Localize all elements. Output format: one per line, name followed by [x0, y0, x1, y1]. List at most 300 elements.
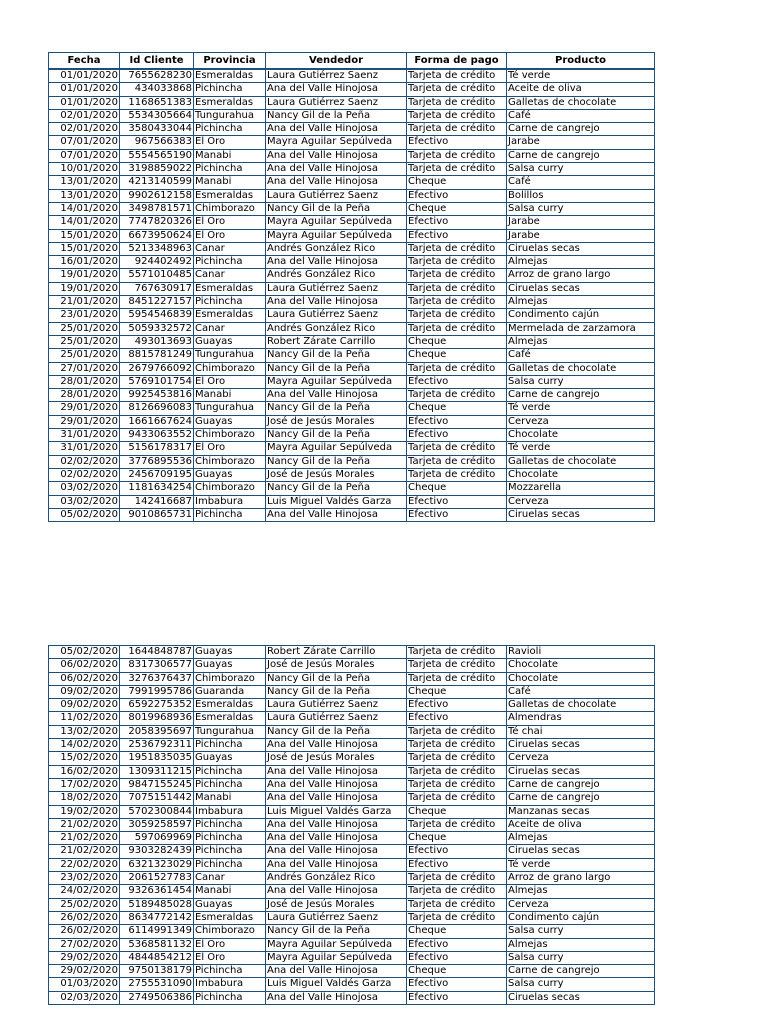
- producto-cell: Chocolate: [507, 468, 655, 481]
- forma-de-pago-cell: Tarjeta de crédito: [407, 282, 507, 295]
- fecha-cell: 31/01/2020: [49, 429, 120, 442]
- id-cliente-cell: 2749506386: [120, 991, 194, 1004]
- id-cliente-cell: 4844854212: [120, 951, 194, 964]
- header-forma-de-pago: Forma de pago: [407, 53, 507, 70]
- fecha-cell: 13/01/2020: [49, 176, 120, 189]
- id-cliente-cell: 3580433044: [120, 123, 194, 136]
- producto-cell: Ciruelas secas: [507, 991, 655, 1004]
- provincia-cell: Guayas: [194, 659, 266, 672]
- producto-cell: Café: [507, 685, 655, 698]
- id-cliente-cell: 1309311215: [120, 765, 194, 778]
- fecha-cell: 15/01/2020: [49, 229, 120, 242]
- id-cliente-cell: 5702300844: [120, 805, 194, 818]
- id-cliente-cell: 8126696083: [120, 402, 194, 415]
- forma-de-pago-cell: Tarjeta de crédito: [407, 83, 507, 96]
- forma-de-pago-cell: Tarjeta de crédito: [407, 765, 507, 778]
- fecha-cell: 15/02/2020: [49, 752, 120, 765]
- provincia-cell: Pichincha: [194, 858, 266, 871]
- table-row: [49, 845, 655, 858]
- fecha-cell: 31/01/2020: [49, 442, 120, 455]
- fecha-cell: 02/03/2020: [49, 991, 120, 1004]
- producto-cell: Arroz de grano largo: [507, 269, 655, 282]
- id-cliente-cell: 8317306577: [120, 659, 194, 672]
- vendedor-cell: Ana del Valle Hinojosa: [266, 792, 407, 805]
- forma-de-pago-cell: Cheque: [407, 482, 507, 495]
- vendedor-cell: Ana del Valle Hinojosa: [266, 965, 407, 978]
- provincia-cell: Chimborazo: [194, 202, 266, 215]
- producto-cell: Ciruelas secas: [507, 845, 655, 858]
- forma-de-pago-cell: Efectivo: [407, 699, 507, 712]
- provincia-cell: El Oro: [194, 938, 266, 951]
- forma-de-pago-cell: Efectivo: [407, 858, 507, 871]
- table-row: [49, 242, 655, 255]
- forma-de-pago-cell: Efectivo: [407, 216, 507, 229]
- fecha-cell: 14/01/2020: [49, 216, 120, 229]
- id-cliente-cell: 9925453816: [120, 389, 194, 402]
- id-cliente-cell: 3776895536: [120, 455, 194, 468]
- provincia-cell: Tungurahua: [194, 725, 266, 738]
- table-row: [49, 858, 655, 871]
- table-row: [49, 739, 655, 752]
- id-cliente-cell: 9303282439: [120, 845, 194, 858]
- id-cliente-cell: 5156178317: [120, 442, 194, 455]
- id-cliente-cell: 6673950624: [120, 229, 194, 242]
- producto-cell: Cerveza: [507, 752, 655, 765]
- fecha-cell: 26/02/2020: [49, 911, 120, 924]
- id-cliente-cell: 9750138179: [120, 965, 194, 978]
- producto-cell: Chocolate: [507, 672, 655, 685]
- producto-cell: Condimento cajún: [507, 309, 655, 322]
- producto-cell: Carne de cangrejo: [507, 123, 655, 136]
- provincia-cell: Guayas: [194, 468, 266, 481]
- forma-de-pago-cell: Cheque: [407, 805, 507, 818]
- forma-de-pago-cell: Tarjeta de crédito: [407, 898, 507, 911]
- provincia-cell: Pichincha: [194, 296, 266, 309]
- producto-cell: Ciruelas secas: [507, 242, 655, 255]
- table-row: [49, 269, 655, 282]
- producto-cell: Mozzarella: [507, 482, 655, 495]
- fecha-cell: 13/02/2020: [49, 725, 120, 738]
- provincia-cell: Esmeraldas: [194, 282, 266, 295]
- table-header-row: [49, 53, 655, 70]
- table-row: [49, 335, 655, 348]
- id-cliente-cell: 2536792311: [120, 739, 194, 752]
- id-cliente-cell: 9326361454: [120, 885, 194, 898]
- producto-cell: Salsa curry: [507, 375, 655, 388]
- id-cliente-cell: 3198859022: [120, 163, 194, 176]
- forma-de-pago-cell: Efectivo: [407, 978, 507, 991]
- provincia-cell: Pichincha: [194, 765, 266, 778]
- fecha-cell: 09/02/2020: [49, 685, 120, 698]
- producto-cell: Carne de cangrejo: [507, 389, 655, 402]
- sales-table-page-1: [48, 52, 655, 522]
- provincia-cell: Chimborazo: [194, 672, 266, 685]
- table-row: [49, 495, 655, 508]
- vendedor-cell: Nancy Gil de la Peña: [266, 349, 407, 362]
- fecha-cell: 25/02/2020: [49, 898, 120, 911]
- id-cliente-cell: 4213140599: [120, 176, 194, 189]
- vendedor-cell: Ana del Valle Hinojosa: [266, 739, 407, 752]
- header-provincia: Provincia: [194, 53, 266, 70]
- vendedor-cell: Laura Gutiérrez Saenz: [266, 712, 407, 725]
- provincia-cell: Canar: [194, 242, 266, 255]
- provincia-cell: El Oro: [194, 216, 266, 229]
- table-row: [49, 442, 655, 455]
- table-row: [49, 911, 655, 924]
- table-row: [49, 229, 655, 242]
- producto-cell: Almendras: [507, 712, 655, 725]
- table-row: [49, 96, 655, 109]
- provincia-cell: Esmeraldas: [194, 189, 266, 202]
- table-row: [49, 965, 655, 978]
- fecha-cell: 29/01/2020: [49, 415, 120, 428]
- fecha-cell: 21/01/2020: [49, 296, 120, 309]
- fecha-cell: 21/02/2020: [49, 845, 120, 858]
- forma-de-pago-cell: Cheque: [407, 965, 507, 978]
- forma-de-pago-cell: Efectivo: [407, 845, 507, 858]
- producto-cell: Ravioli: [507, 646, 655, 659]
- table-row: [49, 712, 655, 725]
- fecha-cell: 03/02/2020: [49, 482, 120, 495]
- table-row: [49, 792, 655, 805]
- forma-de-pago-cell: Tarjeta de crédito: [407, 163, 507, 176]
- producto-cell: Carne de cangrejo: [507, 149, 655, 162]
- table-body-page-1: [49, 69, 655, 522]
- table-row: [49, 256, 655, 269]
- provincia-cell: Pichincha: [194, 508, 266, 521]
- vendedor-cell: Mayra Aguilar Sepúlveda: [266, 375, 407, 388]
- producto-cell: Ciruelas secas: [507, 508, 655, 521]
- vendedor-cell: José de Jesús Morales: [266, 415, 407, 428]
- forma-de-pago-cell: Efectivo: [407, 229, 507, 242]
- producto-cell: Carne de cangrejo: [507, 778, 655, 791]
- table-row: [49, 402, 655, 415]
- forma-de-pago-cell: Efectivo: [407, 495, 507, 508]
- id-cliente-cell: 2755531090: [120, 978, 194, 991]
- provincia-cell: Manabi: [194, 176, 266, 189]
- vendedor-cell: Ana del Valle Hinojosa: [266, 778, 407, 791]
- vendedor-cell: Nancy Gil de la Peña: [266, 685, 407, 698]
- vendedor-cell: Andrés González Rico: [266, 872, 407, 885]
- id-cliente-cell: 3276376437: [120, 672, 194, 685]
- table-row: [49, 659, 655, 672]
- forma-de-pago-cell: Tarjeta de crédito: [407, 69, 507, 83]
- forma-de-pago-cell: Cheque: [407, 402, 507, 415]
- producto-cell: Galletas de chocolate: [507, 455, 655, 468]
- fecha-cell: 29/01/2020: [49, 402, 120, 415]
- table-row: [49, 805, 655, 818]
- producto-cell: Almejas: [507, 885, 655, 898]
- table-row: [49, 415, 655, 428]
- forma-de-pago-cell: Cheque: [407, 349, 507, 362]
- producto-cell: Salsa curry: [507, 163, 655, 176]
- provincia-cell: Pichincha: [194, 123, 266, 136]
- forma-de-pago-cell: Tarjeta de crédito: [407, 362, 507, 375]
- vendedor-cell: Ana del Valle Hinojosa: [266, 818, 407, 831]
- vendedor-cell: Mayra Aguilar Sepúlveda: [266, 229, 407, 242]
- id-cliente-cell: 1644848787: [120, 646, 194, 659]
- id-cliente-cell: 9433063552: [120, 429, 194, 442]
- forma-de-pago-cell: Tarjeta de crédito: [407, 725, 507, 738]
- id-cliente-cell: 493013693: [120, 335, 194, 348]
- provincia-cell: Imbabura: [194, 978, 266, 991]
- provincia-cell: Chimborazo: [194, 455, 266, 468]
- vendedor-cell: Nancy Gil de la Peña: [266, 725, 407, 738]
- fecha-cell: 14/02/2020: [49, 739, 120, 752]
- provincia-cell: Esmeraldas: [194, 699, 266, 712]
- table-row: [49, 109, 655, 122]
- producto-cell: Té verde: [507, 402, 655, 415]
- table-row: [49, 375, 655, 388]
- vendedor-cell: Mayra Aguilar Sepúlveda: [266, 951, 407, 964]
- producto-cell: Condimento cajún: [507, 911, 655, 924]
- vendedor-cell: Ana del Valle Hinojosa: [266, 389, 407, 402]
- forma-de-pago-cell: Tarjeta de crédito: [407, 322, 507, 335]
- vendedor-cell: Nancy Gil de la Peña: [266, 202, 407, 215]
- id-cliente-cell: 1661667624: [120, 415, 194, 428]
- fecha-cell: 21/02/2020: [49, 832, 120, 845]
- producto-cell: Cerveza: [507, 415, 655, 428]
- vendedor-cell: Luis Miguel Valdés Garza: [266, 495, 407, 508]
- forma-de-pago-cell: Tarjeta de crédito: [407, 109, 507, 122]
- provincia-cell: El Oro: [194, 229, 266, 242]
- table-row: [49, 296, 655, 309]
- id-cliente-cell: 1181634254: [120, 482, 194, 495]
- fecha-cell: 16/02/2020: [49, 765, 120, 778]
- forma-de-pago-cell: Tarjeta de crédito: [407, 149, 507, 162]
- fecha-cell: 01/01/2020: [49, 83, 120, 96]
- table-row: [49, 149, 655, 162]
- id-cliente-cell: 8634772142: [120, 911, 194, 924]
- producto-cell: Té verde: [507, 442, 655, 455]
- producto-cell: Almejas: [507, 335, 655, 348]
- table-row: [49, 778, 655, 791]
- table-row: [49, 482, 655, 495]
- table-row: [49, 83, 655, 96]
- forma-de-pago-cell: Tarjeta de crédito: [407, 309, 507, 322]
- table-row: [49, 685, 655, 698]
- table-row: [49, 216, 655, 229]
- id-cliente-cell: 2061527783: [120, 872, 194, 885]
- vendedor-cell: Mayra Aguilar Sepúlveda: [266, 442, 407, 455]
- id-cliente-cell: 1168651383: [120, 96, 194, 109]
- id-cliente-cell: 5534305664: [120, 109, 194, 122]
- provincia-cell: Tungurahua: [194, 109, 266, 122]
- producto-cell: Arroz de grano largo: [507, 872, 655, 885]
- vendedor-cell: Ana del Valle Hinojosa: [266, 176, 407, 189]
- fecha-cell: 25/01/2020: [49, 322, 120, 335]
- table-row: [49, 362, 655, 375]
- sales-table-page-2: [48, 645, 655, 1005]
- provincia-cell: Canar: [194, 322, 266, 335]
- fecha-cell: 05/02/2020: [49, 646, 120, 659]
- vendedor-cell: Nancy Gil de la Peña: [266, 429, 407, 442]
- table-row: [49, 508, 655, 521]
- provincia-cell: Imbabura: [194, 495, 266, 508]
- table-row: [49, 189, 655, 202]
- vendedor-cell: Andrés González Rico: [266, 242, 407, 255]
- fecha-cell: 23/02/2020: [49, 872, 120, 885]
- vendedor-cell: Ana del Valle Hinojosa: [266, 765, 407, 778]
- id-cliente-cell: 142416687: [120, 495, 194, 508]
- id-cliente-cell: 8815781249: [120, 349, 194, 362]
- vendedor-cell: Andrés González Rico: [266, 269, 407, 282]
- producto-cell: Almejas: [507, 938, 655, 951]
- fecha-cell: 01/01/2020: [49, 96, 120, 109]
- producto-cell: Salsa curry: [507, 925, 655, 938]
- fecha-cell: 25/01/2020: [49, 349, 120, 362]
- fecha-cell: 18/02/2020: [49, 792, 120, 805]
- producto-cell: Té verde: [507, 69, 655, 83]
- producto-cell: Bolillos: [507, 189, 655, 202]
- fecha-cell: 02/02/2020: [49, 455, 120, 468]
- table-row: [49, 349, 655, 362]
- forma-de-pago-cell: Efectivo: [407, 375, 507, 388]
- producto-cell: Té verde: [507, 858, 655, 871]
- forma-de-pago-cell: Tarjeta de crédito: [407, 242, 507, 255]
- provincia-cell: Esmeraldas: [194, 911, 266, 924]
- fecha-cell: 17/02/2020: [49, 778, 120, 791]
- vendedor-cell: Ana del Valle Hinojosa: [266, 123, 407, 136]
- provincia-cell: Chimborazo: [194, 482, 266, 495]
- vendedor-cell: Luis Miguel Valdés Garza: [266, 978, 407, 991]
- provincia-cell: Guayas: [194, 335, 266, 348]
- id-cliente-cell: 2456709195: [120, 468, 194, 481]
- fecha-cell: 24/02/2020: [49, 885, 120, 898]
- forma-de-pago-cell: Efectivo: [407, 938, 507, 951]
- header-fecha: Fecha: [49, 53, 120, 70]
- vendedor-cell: Nancy Gil de la Peña: [266, 402, 407, 415]
- fecha-cell: 10/01/2020: [49, 163, 120, 176]
- header-vendedor: Vendedor: [266, 53, 407, 70]
- vendedor-cell: Ana del Valle Hinojosa: [266, 991, 407, 1004]
- vendedor-cell: José de Jesús Morales: [266, 752, 407, 765]
- forma-de-pago-cell: Tarjeta de crédito: [407, 659, 507, 672]
- fecha-cell: 27/01/2020: [49, 362, 120, 375]
- fecha-cell: 03/02/2020: [49, 495, 120, 508]
- vendedor-cell: José de Jesús Morales: [266, 659, 407, 672]
- id-cliente-cell: 6592275352: [120, 699, 194, 712]
- provincia-cell: El Oro: [194, 951, 266, 964]
- table-row: [49, 978, 655, 991]
- table-row: [49, 872, 655, 885]
- fecha-cell: 02/02/2020: [49, 468, 120, 481]
- id-cliente-cell: 5769101754: [120, 375, 194, 388]
- id-cliente-cell: 2058395697: [120, 725, 194, 738]
- provincia-cell: El Oro: [194, 136, 266, 149]
- provincia-cell: Guayas: [194, 646, 266, 659]
- vendedor-cell: Laura Gutiérrez Saenz: [266, 69, 407, 83]
- table-row: [49, 832, 655, 845]
- table-row: [49, 136, 655, 149]
- provincia-cell: Pichincha: [194, 991, 266, 1004]
- forma-de-pago-cell: Tarjeta de crédito: [407, 389, 507, 402]
- header-id-cliente: Id Cliente: [120, 53, 194, 70]
- vendedor-cell: Ana del Valle Hinojosa: [266, 83, 407, 96]
- id-cliente-cell: 5954546839: [120, 309, 194, 322]
- fecha-cell: 19/02/2020: [49, 805, 120, 818]
- vendedor-cell: Nancy Gil de la Peña: [266, 362, 407, 375]
- forma-de-pago-cell: Tarjeta de crédito: [407, 646, 507, 659]
- producto-cell: Almejas: [507, 296, 655, 309]
- vendedor-cell: Ana del Valle Hinojosa: [266, 296, 407, 309]
- producto-cell: Carne de cangrejo: [507, 792, 655, 805]
- vendedor-cell: Ana del Valle Hinojosa: [266, 256, 407, 269]
- forma-de-pago-cell: Tarjeta de crédito: [407, 296, 507, 309]
- provincia-cell: Guayas: [194, 752, 266, 765]
- table-row: [49, 951, 655, 964]
- id-cliente-cell: 3059258597: [120, 818, 194, 831]
- forma-de-pago-cell: Cheque: [407, 202, 507, 215]
- fecha-cell: 28/01/2020: [49, 375, 120, 388]
- producto-cell: Chocolate: [507, 429, 655, 442]
- table-row: [49, 389, 655, 402]
- fecha-cell: 27/02/2020: [49, 938, 120, 951]
- id-cliente-cell: 5213348963: [120, 242, 194, 255]
- producto-cell: Ciruelas secas: [507, 282, 655, 295]
- id-cliente-cell: 9902612158: [120, 189, 194, 202]
- header-producto: Producto: [507, 53, 655, 70]
- id-cliente-cell: 5368581132: [120, 938, 194, 951]
- fecha-cell: 19/01/2020: [49, 269, 120, 282]
- provincia-cell: Pichincha: [194, 256, 266, 269]
- id-cliente-cell: 8019968936: [120, 712, 194, 725]
- provincia-cell: Pichincha: [194, 832, 266, 845]
- forma-de-pago-cell: Efectivo: [407, 508, 507, 521]
- fecha-cell: 02/01/2020: [49, 123, 120, 136]
- provincia-cell: El Oro: [194, 375, 266, 388]
- table-row: [49, 202, 655, 215]
- forma-de-pago-cell: Tarjeta de crédito: [407, 752, 507, 765]
- fecha-cell: 07/01/2020: [49, 136, 120, 149]
- provincia-cell: Chimborazo: [194, 429, 266, 442]
- vendedor-cell: Luis Miguel Valdés Garza: [266, 805, 407, 818]
- forma-de-pago-cell: Efectivo: [407, 991, 507, 1004]
- vendedor-cell: Laura Gutiérrez Saenz: [266, 309, 407, 322]
- id-cliente-cell: 7655628230: [120, 69, 194, 83]
- table-row: [49, 455, 655, 468]
- fecha-cell: 23/01/2020: [49, 309, 120, 322]
- fecha-cell: 29/02/2020: [49, 965, 120, 978]
- provincia-cell: Guayas: [194, 415, 266, 428]
- table-row: [49, 123, 655, 136]
- forma-de-pago-cell: Efectivo: [407, 951, 507, 964]
- id-cliente-cell: 6114991349: [120, 925, 194, 938]
- provincia-cell: Pichincha: [194, 965, 266, 978]
- id-cliente-cell: 5571010485: [120, 269, 194, 282]
- id-cliente-cell: 9847155245: [120, 778, 194, 791]
- vendedor-cell: Ana del Valle Hinojosa: [266, 832, 407, 845]
- vendedor-cell: Laura Gutiérrez Saenz: [266, 189, 407, 202]
- provincia-cell: Guayas: [194, 898, 266, 911]
- table-row: [49, 429, 655, 442]
- producto-cell: Ciruelas secas: [507, 739, 655, 752]
- fecha-cell: 13/01/2020: [49, 189, 120, 202]
- forma-de-pago-cell: Efectivo: [407, 712, 507, 725]
- producto-cell: Café: [507, 109, 655, 122]
- vendedor-cell: Ana del Valle Hinojosa: [266, 858, 407, 871]
- id-cliente-cell: 5554565190: [120, 149, 194, 162]
- producto-cell: Almejas: [507, 256, 655, 269]
- provincia-cell: Manabi: [194, 389, 266, 402]
- provincia-cell: Guaranda: [194, 685, 266, 698]
- producto-cell: Aceite de oliva: [507, 818, 655, 831]
- table-row: [49, 69, 655, 83]
- forma-de-pago-cell: Efectivo: [407, 136, 507, 149]
- provincia-cell: Pichincha: [194, 163, 266, 176]
- fecha-cell: 01/01/2020: [49, 69, 120, 83]
- table-row: [49, 322, 655, 335]
